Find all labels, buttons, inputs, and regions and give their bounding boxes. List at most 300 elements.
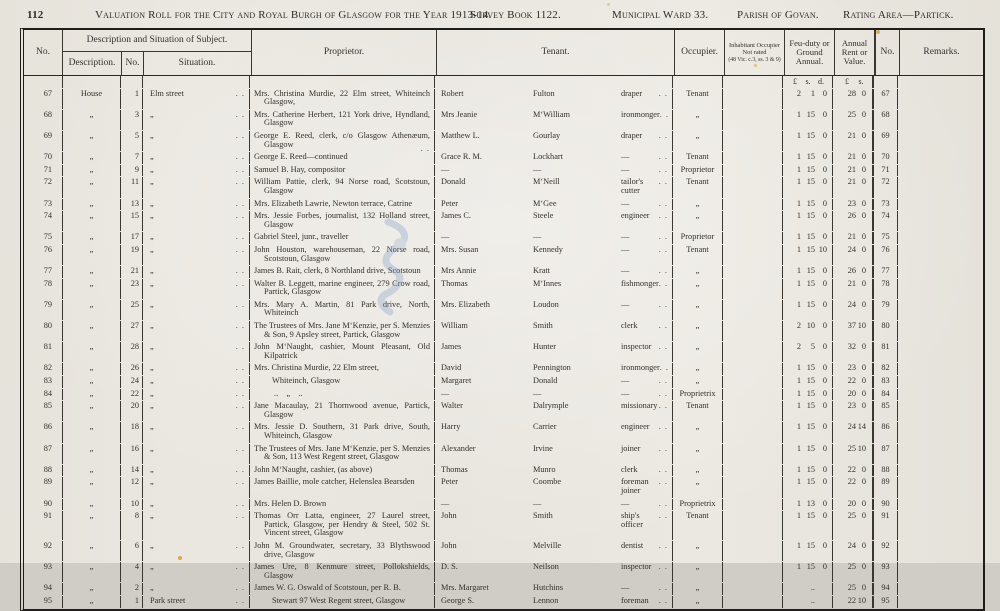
page-number: 112: [27, 9, 44, 21]
leader-dots: . .: [235, 388, 245, 398]
situation-cell: „ . .: [142, 541, 249, 561]
header-annual-rent: Annual Rent or Value.: [834, 30, 874, 75]
tenant-surname: Kennedy: [533, 244, 563, 254]
proprietor-cell: Mrs. Helen D. Brown: [249, 499, 434, 511]
feu-duty-cell: 2 1 0: [782, 89, 832, 109]
street-number-cell: 24: [120, 376, 142, 388]
entry-number-right: 80: [872, 321, 897, 341]
remarks-cell: [897, 389, 983, 401]
occupier-cell: Tenant: [672, 245, 722, 265]
tenant-surname: Hutchins: [533, 583, 563, 593]
table-header: [24, 30, 983, 76]
annual-rent-cell: 21 0: [832, 279, 872, 299]
table-row: [24, 389, 983, 402]
description-cell: „: [62, 131, 120, 151]
annual-rent-cell: 23 0: [832, 401, 872, 421]
proprietor-cell: Mrs. Jessie Forbes, journalist, 132 Holland street, Glasgow: [249, 211, 434, 231]
tenant-cell: [434, 444, 672, 464]
tenant-forename: Mrs. Margaret: [441, 583, 489, 593]
leader-dots: . .: [658, 342, 668, 352]
street-number-cell: 9: [120, 165, 142, 177]
annual-rent-cell: 32 0: [832, 342, 872, 362]
proprietor-cell: Jane Macaulay, 21 Thornwood avenue, Partick, Glasgow: [249, 401, 434, 421]
inhabitant-occupier-cell: [722, 465, 782, 477]
annual-rent-cell: 24 14: [832, 422, 872, 442]
inhabitant-occupier-cell: [722, 232, 782, 244]
inhabitant-occupier-cell: [722, 511, 782, 540]
table-row: [24, 300, 983, 321]
description-cell: House: [62, 89, 120, 109]
proprietor-cell: Thomas Orr Latta, engineer, 27 Laurel street, Partick, Glasgow, per Hendry & Steel, 502 St. Vincent street, Glasgow: [249, 511, 434, 540]
feu-duty-cell: 1 15 0: [782, 541, 832, 561]
tenant-cell: [434, 266, 672, 278]
leader-dots: . .: [235, 321, 245, 331]
leader-dots: . .: [658, 401, 668, 411]
table-row: [24, 279, 983, 300]
leader-dots: . .: [658, 232, 668, 242]
tenant-occupation: foreman: [621, 595, 649, 605]
table-row: [24, 199, 983, 212]
entry-number: 92: [43, 540, 52, 550]
description-cell: „: [62, 177, 120, 197]
feu-duty-cell: 1 15 0: [782, 266, 832, 278]
annual-rent-cell: 28 0: [832, 89, 872, 109]
tenant-cell: [434, 199, 672, 211]
feu-duty-cell: 1 15 0: [782, 300, 832, 320]
situation-cell: „ . .: [142, 389, 249, 401]
leader-dots: . .: [658, 278, 669, 288]
annual-rent-cell: 25 0: [832, 511, 872, 540]
table-row: [24, 562, 983, 583]
entry-number: 73: [43, 198, 52, 208]
inhabitant-occupier-cell: [722, 211, 782, 231]
tenant-cell: [434, 342, 672, 362]
proprietor-cell: Mrs. Elizabeth Lawrie, Newton terrace, Catrine: [249, 199, 434, 211]
description-cell: „: [62, 279, 120, 299]
description-cell: „: [62, 199, 120, 211]
entry-number-right: 75: [872, 232, 897, 244]
tenant-forename: Donald: [441, 177, 466, 187]
leader-dots: . .: [235, 363, 245, 373]
occupier-cell: „: [672, 110, 722, 130]
street-number-cell: 14: [120, 465, 142, 477]
entry-number-right: 78: [872, 279, 897, 299]
entry-number-right: 82: [872, 363, 897, 375]
situation-cell: „ . .: [142, 562, 249, 582]
tenant-surname: Loudon: [533, 299, 559, 309]
tenant-cell: [434, 321, 672, 341]
table-body: [24, 76, 983, 609]
description-cell: „: [62, 583, 120, 595]
occupier-cell: „: [672, 363, 722, 375]
street-number-cell: 22: [120, 389, 142, 401]
entry-number: 68: [43, 109, 52, 119]
entry-number-right: 88: [872, 465, 897, 477]
situation-cell: „ . .: [142, 300, 249, 320]
leader-dots: . .: [235, 498, 245, 508]
description-cell: „: [62, 211, 120, 231]
annual-rent-cell: 21 0: [832, 165, 872, 177]
inhabitant-occupier-cell: [722, 499, 782, 511]
remarks-cell: [897, 152, 983, 164]
tenant-surname: M‘William: [533, 109, 570, 119]
table-row: [24, 342, 983, 363]
paper-speck: [607, 3, 610, 6]
entry-number-right: 92: [872, 541, 897, 561]
leader-dots: . .: [658, 244, 668, 254]
header-description: Description.: [68, 58, 116, 69]
leader-dots: . .: [658, 498, 668, 508]
street-number-cell: 17: [120, 232, 142, 244]
entry-number-right: 87: [872, 444, 897, 464]
tenant-cell: [434, 110, 672, 130]
tenant-cell: [434, 465, 672, 477]
remarks-cell: [897, 300, 983, 320]
proprietor-cell: William Pattie, clerk, 94 Norse road, Scotstoun, Glasgow: [249, 177, 434, 197]
street-number-cell: 5: [120, 131, 142, 151]
description-cell: „: [62, 401, 120, 421]
inhabitant-occupier-cell: [722, 89, 782, 109]
occupier-cell: „: [672, 596, 722, 608]
feu-duty-cell: 1 15 0: [782, 165, 832, 177]
feu-duty-cell: 1 15 0: [782, 279, 832, 299]
leader-dots: . .: [235, 232, 245, 242]
tenant-cell: [434, 541, 672, 561]
feu-duty-cell: 1 15 10: [782, 245, 832, 265]
proprietor-cell: .. „ ..: [249, 389, 434, 401]
leader-dots: . .: [235, 540, 245, 550]
rent-units: £ s.: [832, 76, 872, 88]
annual-rent-cell: 22 0: [832, 465, 872, 477]
leader-dots: . .: [235, 511, 245, 521]
tenant-cell: [434, 300, 672, 320]
leader-dots: . .: [235, 109, 245, 119]
proprietor-cell: The Trustees of Mrs. Jane M‘Kenzie, per S. Menzies & Son, 9 Apsley street, Partick, Glasgow: [249, 321, 434, 341]
inhabitant-occupier-cell: [722, 300, 782, 320]
feu-duty-cell: 1 15 0: [782, 177, 832, 197]
street-number-cell: 7: [120, 152, 142, 164]
document-title: Valuation Roll for the City and Royal Burgh of Glasgow for the Year 1913-14.: [95, 9, 492, 21]
remarks-cell: [897, 177, 983, 197]
annual-rent-cell: 25 0: [832, 110, 872, 130]
description-cell: „: [62, 376, 120, 388]
proprietor-cell: . . George E. Reed—continued: [249, 152, 434, 164]
table-row: [24, 321, 983, 342]
annual-rent-cell: 24 0: [832, 541, 872, 561]
tenant-occupation: missionary: [621, 401, 658, 411]
tenant-forename: David: [441, 363, 462, 373]
entry-number: 76: [43, 244, 52, 254]
tenant-forename: William: [441, 321, 468, 331]
annual-rent-cell: 25 10: [832, 444, 872, 464]
inhabitant-occupier-cell: [722, 199, 782, 211]
inhabitant-occupier-cell: [722, 266, 782, 278]
feu-duty-cell: 1 15 0: [782, 199, 832, 211]
tenant-forename: D. S.: [441, 562, 458, 572]
proprietor-cell: Mrs. Christina Murdie, 22 Elm street, Whiteinch Glasgow,: [249, 89, 434, 109]
tenant-cell: [434, 232, 672, 244]
tenant-surname: Steele: [533, 211, 554, 221]
description-cell: „: [62, 300, 120, 320]
situation-cell: „ . .: [142, 401, 249, 421]
tenant-surname: Kratt: [533, 266, 551, 276]
tenant-cell: [434, 511, 672, 540]
leader-dots: . .: [658, 422, 668, 432]
table-row: [24, 541, 983, 562]
remarks-cell: [897, 245, 983, 265]
inhabitant-occupier-cell: [722, 401, 782, 421]
leader-dots: . .: [235, 164, 245, 174]
table-row: [24, 444, 983, 465]
proprietor-cell: Mrs. Christina Murdie, 22 Elm street,: [249, 363, 434, 375]
street-number-cell: 1: [120, 89, 142, 109]
situation-cell: „ . .: [142, 245, 249, 265]
tenant-surname: Lockhart: [533, 152, 563, 162]
situation-cell: „ . .: [142, 499, 249, 511]
remarks-cell: [897, 465, 983, 477]
tenant-surname: Dalrymple: [533, 401, 569, 411]
tenant-occupation: —: [621, 299, 630, 309]
street-number-cell: 13: [120, 199, 142, 211]
feu-duty-cell: 2 10 0: [782, 321, 832, 341]
entry-number-right: 84: [872, 389, 897, 401]
feu-duty-cell: 1 15 0: [782, 376, 832, 388]
leader-dots: . .: [658, 583, 668, 593]
remarks-cell: [897, 562, 983, 582]
table-row: [24, 110, 983, 131]
leader-dots: . .: [235, 88, 245, 98]
tenant-occupation: —: [621, 198, 630, 208]
tenant-cell: [434, 131, 672, 151]
municipal-ward-label: Municipal Ward 33.: [612, 9, 709, 21]
table-row: [24, 477, 983, 498]
annual-rent-cell: 20 0: [832, 499, 872, 511]
tenant-occupation: draper: [621, 130, 643, 140]
remarks-cell: [897, 376, 983, 388]
description-cell: „: [62, 389, 120, 401]
inhabitant-occupier-cell: [722, 376, 782, 388]
tenant-surname: Melville: [533, 540, 562, 550]
entry-number-right: 69: [872, 131, 897, 151]
annual-rent-cell: 22 0: [832, 477, 872, 497]
leader-dots: . .: [658, 595, 668, 605]
header-tenant: Tenant.: [436, 30, 674, 75]
annual-rent-cell: 24 0: [832, 245, 872, 265]
situation-cell: „ . .: [142, 211, 249, 231]
table-row: [24, 596, 983, 609]
inhabitant-occupier-cell: [722, 165, 782, 177]
situation-cell: „ . .: [142, 199, 249, 211]
situation-cell: „ . .: [142, 177, 249, 197]
entry-number-right: 79: [872, 300, 897, 320]
tenant-occupation: clerk: [621, 321, 638, 331]
occupier-cell: „: [672, 444, 722, 464]
header-no-left: No.: [36, 46, 50, 57]
occupier-cell: „: [672, 541, 722, 561]
feu-duty-cell: 1 15 0: [782, 562, 832, 582]
tenant-cell: [434, 165, 672, 177]
valuation-table: [20, 28, 985, 611]
street-number-cell: 21: [120, 266, 142, 278]
feu-duty-cell: 1 15 0: [782, 444, 832, 464]
proprietor-cell: George E. Reed, clerk, c/o Glasgow Athenæum, Glasgow: [249, 131, 434, 151]
tenant-cell: [434, 363, 672, 375]
entry-number: 91: [43, 511, 52, 521]
tenant-forename: Alexander: [441, 443, 476, 453]
remarks-cell: [897, 511, 983, 540]
proprietor-cell: John M. Groundwater, secretary, 33 Blythswood drive, Glasgow: [249, 541, 434, 561]
leader-dots: . .: [235, 244, 245, 254]
leader-dots: . .: [235, 583, 245, 593]
tenant-surname: Carrier: [533, 422, 557, 432]
occupier-cell: Proprietrix: [672, 389, 722, 401]
annual-rent-cell: 24 0: [832, 300, 872, 320]
proprietor-cell: Mrs. Jessie D. Southern, 31 Park drive, South, Whiteinch, Glasgow: [249, 422, 434, 442]
occupier-cell: Tenant: [672, 511, 722, 540]
rating-area-label: Rating Area—Partick.: [843, 9, 954, 21]
tenant-surname: Neilson: [533, 562, 559, 572]
leader-dots: . .: [658, 321, 668, 331]
tenant-forename: Thomas: [441, 464, 468, 474]
header-no-mid: No.: [121, 52, 143, 76]
entry-number: 93: [43, 562, 52, 572]
leader-dots: . .: [658, 388, 668, 398]
tenant-occupation: —: [621, 164, 630, 174]
entry-number: 67: [43, 88, 52, 98]
tenant-occupation: —: [621, 376, 630, 386]
remarks-cell: [897, 89, 983, 109]
leader-dots: . .: [659, 363, 669, 373]
tenant-surname: M‘Gee: [533, 198, 557, 208]
tenant-forename: —: [441, 498, 450, 508]
feu-duty-cell: 1 15 0: [782, 389, 832, 401]
leader-dots: . .: [235, 198, 245, 208]
leader-dots: . .: [235, 278, 245, 288]
tenant-forename: Grace R. M.: [441, 152, 483, 162]
proprietor-cell: James W. G. Oswald of Scotstoun, per R. B.: [249, 583, 434, 595]
description-cell: „: [62, 266, 120, 278]
proprietor-cell: Mrs. Mary A. Martin, 81 Park drive, North, Whiteinch: [249, 300, 434, 320]
header-situation: Situation.: [143, 52, 250, 76]
leader-dots: . .: [235, 376, 245, 386]
remarks-cell: [897, 477, 983, 497]
proprietor-cell: Gabriel Steel, junr., traveller: [249, 232, 434, 244]
leader-dots: . .: [658, 152, 668, 162]
occupier-cell: Proprietor: [672, 165, 722, 177]
tenant-forename: —: [441, 232, 450, 242]
tenant-occupation: fishmonger: [621, 278, 659, 288]
leader-dots: . .: [235, 177, 245, 187]
entry-number-right: 67: [872, 89, 897, 109]
tenant-forename: Peter: [441, 477, 459, 487]
table-row: [24, 499, 983, 512]
situation-cell: „ . .: [142, 279, 249, 299]
street-number-cell: 1: [120, 596, 142, 608]
entry-number-right: 95: [872, 596, 897, 608]
occupier-cell: Proprietrix: [672, 499, 722, 511]
feu-duty-cell: 1 15 0: [782, 152, 832, 164]
inhabitant-occupier-cell: [722, 245, 782, 265]
tenant-forename: Mrs. Susan: [441, 244, 479, 254]
entry-number: 83: [43, 376, 52, 386]
situation-cell: Elm street . .: [142, 89, 249, 109]
situation-cell: „ . .: [142, 131, 249, 151]
entry-number-right: 72: [872, 177, 897, 197]
tenant-cell: [434, 562, 672, 582]
entry-number-right: 89: [872, 477, 897, 497]
tenant-forename: James C.: [441, 211, 471, 221]
street-number-cell: 27: [120, 321, 142, 341]
description-cell: „: [62, 321, 120, 341]
table-row: [24, 511, 983, 541]
remarks-cell: [897, 499, 983, 511]
entry-number-right: 83: [872, 376, 897, 388]
remarks-cell: [897, 596, 983, 608]
tenant-cell: [434, 211, 672, 231]
proprietor-cell: James B. Rait, clerk, 8 Northland drive, Scotstoun: [249, 266, 434, 278]
street-number-cell: 28: [120, 342, 142, 362]
tenant-cell: [434, 499, 672, 511]
header-proprietor: Proprietor.: [251, 30, 436, 75]
table-row: [24, 363, 983, 376]
tenant-occupation: tailor's cutter: [621, 177, 644, 195]
description-cell: „: [62, 422, 120, 442]
tenant-forename: Mrs Annie: [441, 266, 477, 276]
leader-dots: . .: [658, 511, 668, 521]
tenant-cell: [434, 376, 672, 388]
header-description-group: [62, 30, 251, 75]
entry-number-right: 70: [872, 152, 897, 164]
occupier-cell: „: [672, 477, 722, 497]
occupier-cell: „: [672, 131, 722, 151]
feu-duty-cell: 2 5 0: [782, 342, 832, 362]
description-cell: „: [62, 245, 120, 265]
occupier-cell: „: [672, 562, 722, 582]
table-row: [24, 583, 983, 596]
leader-dots: . .: [658, 540, 668, 550]
tenant-cell: [434, 401, 672, 421]
occupier-cell: „: [672, 342, 722, 362]
tenant-occupation: ship's officer: [621, 511, 643, 529]
street-number-cell: 2: [120, 583, 142, 595]
tenant-occupation: ironmonger: [621, 363, 660, 373]
header-feu-duty: Feu-duty or Ground Annual.: [784, 30, 834, 75]
tenant-surname: Smith: [533, 321, 553, 331]
entry-number: 78: [43, 278, 52, 288]
street-number-cell: 25: [120, 300, 142, 320]
annual-rent-cell: 37 10: [832, 321, 872, 341]
annual-rent-cell: 21 0: [832, 152, 872, 164]
annual-rent-cell: 22 10: [832, 596, 872, 608]
tenant-forename: James: [441, 342, 462, 352]
description-cell: „: [62, 477, 120, 497]
description-cell: „: [62, 232, 120, 244]
entry-number-right: 76: [872, 245, 897, 265]
tenant-surname: Donald: [533, 376, 558, 386]
remarks-cell: [897, 199, 983, 211]
occupier-cell: Tenant: [672, 401, 722, 421]
inhabitant-occupier-cell: [722, 110, 782, 130]
street-number-cell: 3: [120, 110, 142, 130]
feu-duty-cell: ..: [782, 583, 832, 595]
annual-rent-cell: 26 0: [832, 211, 872, 231]
leader-dots: . .: [658, 266, 668, 276]
leader-dots: . .: [235, 443, 245, 453]
tenant-surname: Gourlay: [533, 130, 561, 140]
tenant-occupation: —: [621, 266, 630, 276]
remarks-cell: [897, 232, 983, 244]
situation-cell: „ . .: [142, 152, 249, 164]
